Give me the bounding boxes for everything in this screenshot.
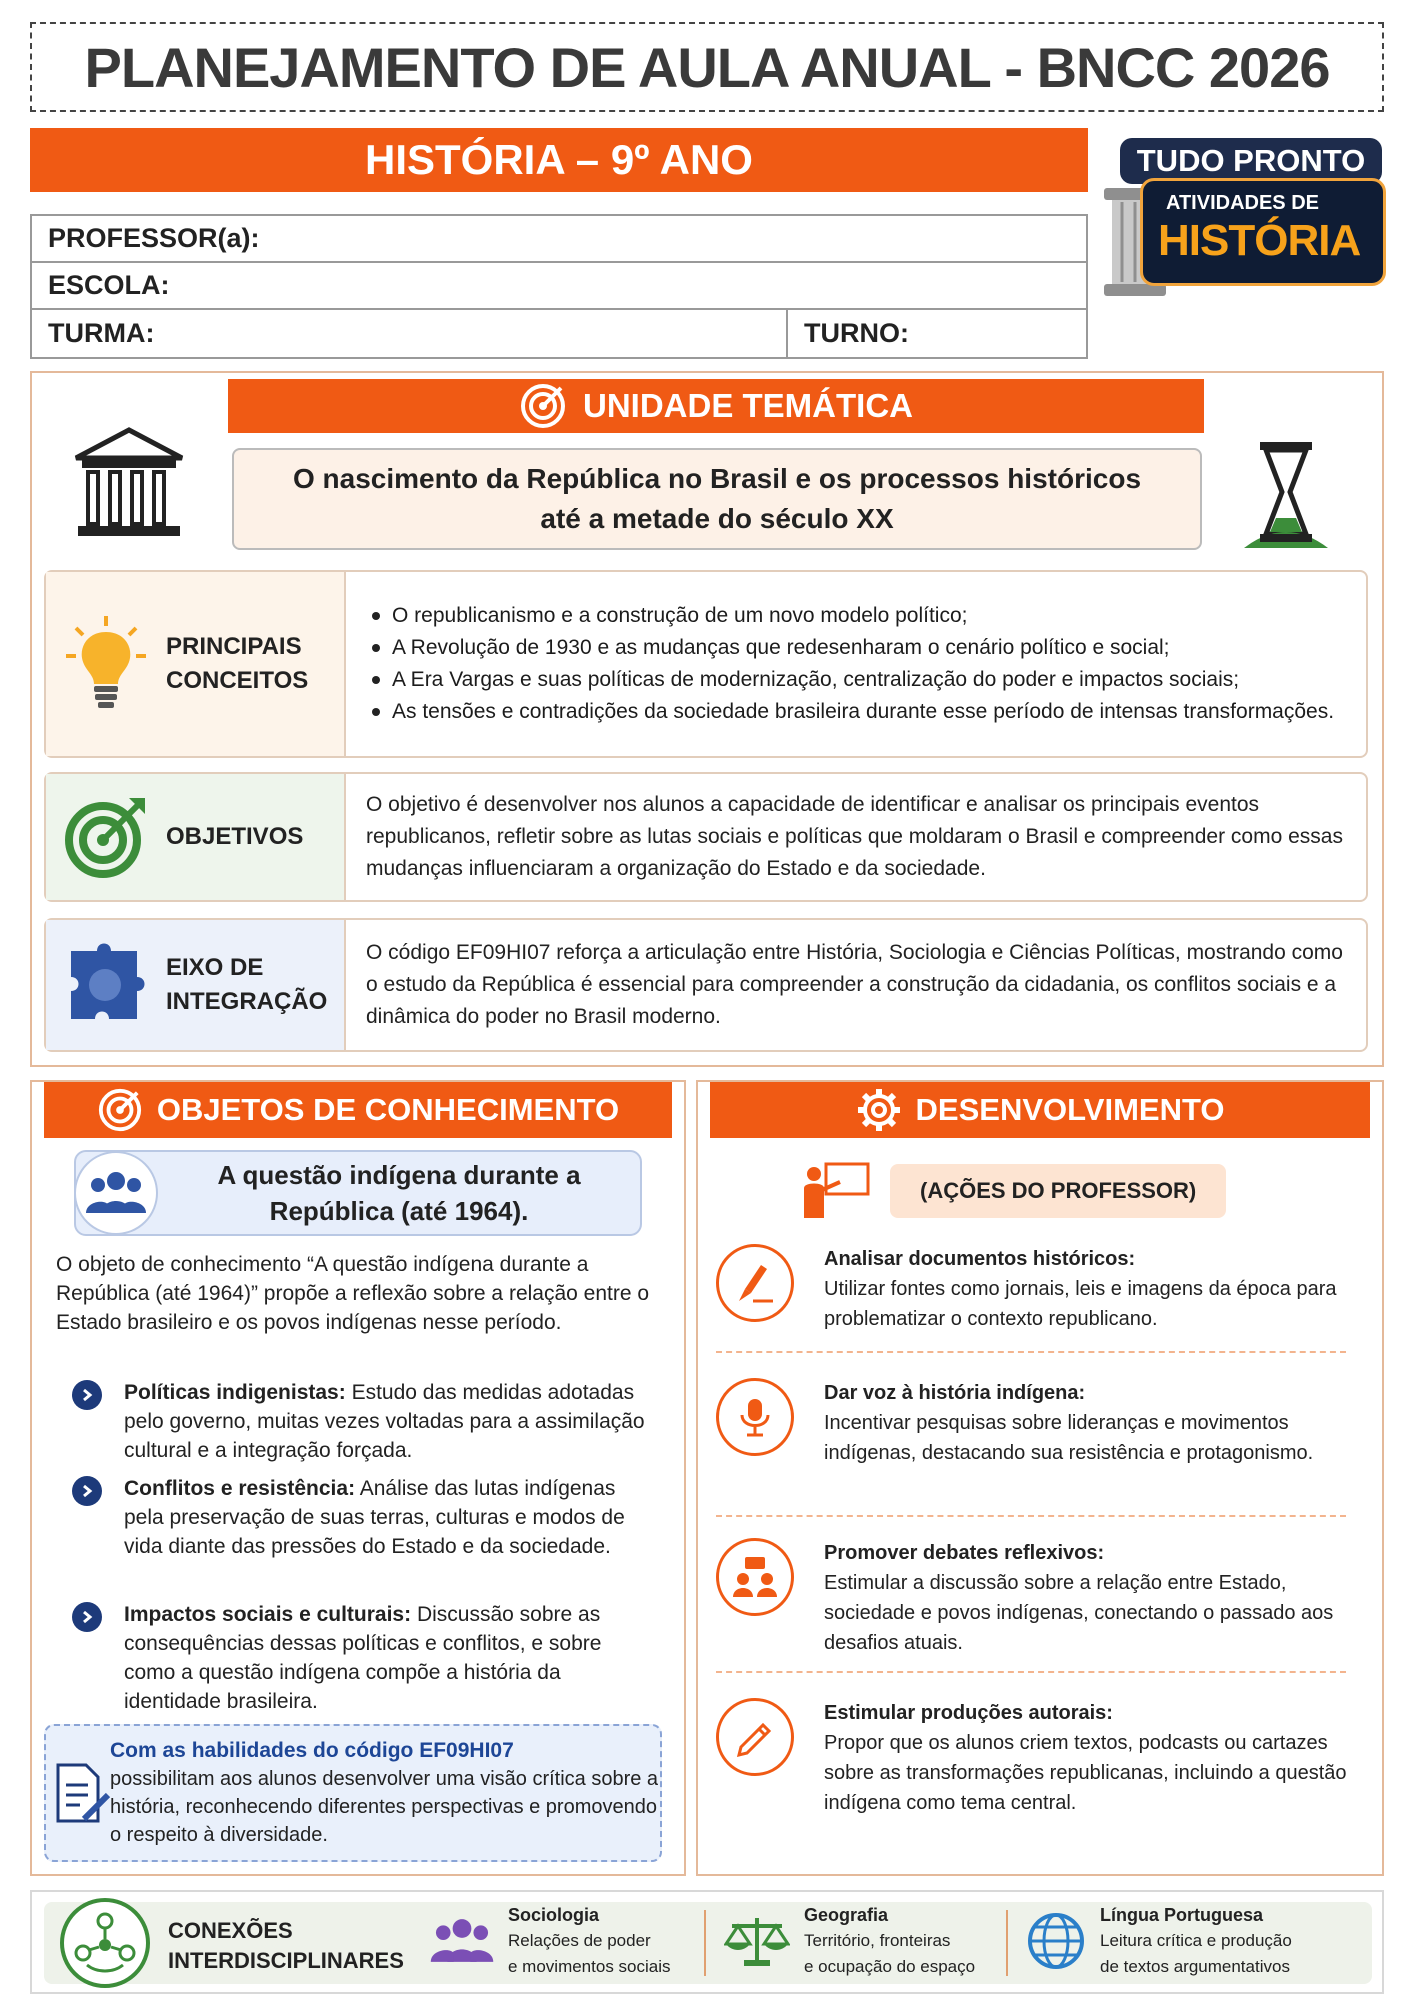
globe-icon [1026,1911,1086,1971]
chevron-right-icon [72,1380,102,1410]
logo-line2: ATIVIDADES DE [1166,192,1319,214]
quill-icon [716,1244,794,1322]
footer-item-geografia [724,1902,975,1980]
hourglass-icon [1238,436,1334,552]
people-icon [430,1916,494,1966]
conceitos-label-1: PRINCIPAIS [166,633,302,660]
unidade-text: O nascimento da República no Brasil e os processos históricos até a metade do século XX [292,463,1142,534]
list-item: A Revolução de 1930 e as mudanças que redesenharam o cenário político e social; [366,632,1334,664]
brand-logo [1100,132,1392,304]
habilidades-title: Com as habilidades do código EF09HI07 [110,1739,514,1762]
turno-label[interactable]: TURNO: [786,310,1086,357]
subject-title: HISTÓRIA – 9º ANO [365,136,753,183]
footer-item-title: Língua Portuguesa [1100,1905,1264,1925]
eixo-content [346,920,1366,1050]
bullet-text: Estudo das medidas adotadas pelo governo, muitas vezes voltadas para a assimilação cultural e a integração forçada. [124,1381,645,1462]
info-table [30,214,1088,359]
list-item [716,1538,1364,1658]
group-avatar [74,1151,158,1235]
divider [716,1351,1346,1353]
list-item [716,1244,1364,1334]
unidade-heading: UNIDADE TEMÁTICA [583,387,913,424]
objetos-heading-bar [44,1082,672,1138]
footer-item-title: Sociologia [508,1905,600,1925]
habilidades-box [44,1724,662,1862]
lightbulb-icon [64,614,148,714]
document-pen-icon [54,1761,110,1825]
eixo-label-1: EIXO DE [166,954,264,981]
conceitos-content [346,572,1366,756]
dev-item-title: Dar voz à história indígena: [824,1382,1086,1404]
escola-row[interactable] [32,263,1086,310]
dev-item-text: Utilizar fontes como jornais, leis e imagens da época para problematizar o contexto republicano. [824,1278,1337,1330]
conexoes-label-1: CONEXÕES [168,1918,293,1943]
network-icon [60,1898,150,1988]
chevron-right-icon [72,1476,102,1506]
habilidades-text: possibilitam aos alunos desenvolver uma visão crítica sobre a história, reconhecendo diferentes perspectivas e promovendo o respeito à diversidade. [110,1768,659,1846]
conexoes-label [168,1916,404,1976]
dev-item-title: Promover debates reflexivos: [824,1542,1105,1564]
desenvolvimento-heading: DESENVOLVIMENTO [915,1092,1225,1127]
target-icon [97,1087,143,1133]
conceitos-label-cell [46,572,346,756]
escola-label: ESCOLA: [48,270,170,300]
bullet-title: Políticas indigenistas: [124,1381,346,1404]
microphone-icon [716,1378,794,1456]
turma-turno-row [32,310,1086,357]
desenvolvimento-heading-bar [710,1082,1370,1138]
logo-line3: HISTÓRIA [1158,216,1361,265]
dev-item-text: Incentivar pesquisas sobre lideranças e movimentos indígenas, destacando sua resistência e protagonismo. [824,1412,1314,1464]
objetivos-label-cell [46,774,346,900]
scales-icon [724,1914,790,1968]
list-item [72,1600,656,1716]
objeto-question: A questão indígena durante a República (até 1964). [217,1160,581,1226]
objetos-heading: OBJETOS DE CONHECIMENTO [156,1092,620,1127]
eixo-text: O código EF09HI07 reforça a articulação entre História, Sociologia e Ciências Políticas, mostrando como o estudo da República é essencial para compreender a construção da cidadania, os conflitos sociais e a dinâmica do poder no Brasil moderno. [366,941,1343,1028]
divider [1006,1910,1008,1976]
list-item [716,1378,1364,1468]
gear-icon [856,1087,902,1133]
pencil-icon [716,1698,794,1776]
list-item: A Era Vargas e suas políticas de modernização, centralização do poder e impactos sociais; [366,664,1334,696]
people-icon [86,1169,146,1217]
logo-line1: TUDO PRONTO [1120,138,1382,184]
list-item [716,1698,1364,1818]
conceitos-label-2: CONCEITOS [166,667,309,694]
eixo-label-cell [46,920,346,1050]
footer-item-lingua-portuguesa [1026,1902,1292,1980]
objetivos-content [346,774,1366,900]
target-icon [519,382,567,430]
unidade-text-box [232,448,1202,550]
divider [716,1515,1346,1517]
footer-item-line: e ocupação do espaço [804,1957,976,1976]
page-title: PLANEJAMENTO DE AULA ANUAL - BNCC 2026 [84,35,1330,99]
dev-item-title: Analisar documentos históricos: [824,1248,1136,1270]
professor-label: PROFESSOR(a): [48,223,260,253]
list-item [72,1378,656,1465]
footer-item-title: Geografia [804,1905,889,1925]
target-icon [63,794,149,880]
footer-item-line: e movimentos sociais [508,1957,671,1976]
objetivos-text: O objetivo é desenvolver nos alunos a capacidade de identificar e analisar os principais eventos republicanos, refletir sobre as lutas sociais e políticas que moldaram o Brasil e compreender como essas mudanças influenciaram a organização do Estado e da sociedade. [366,793,1343,880]
footer-item-line: Relações de poder [508,1931,651,1950]
list-item: As tensões e contradições da sociedade brasileira durante esse período de intensas transformações. [366,696,1334,728]
divider [704,1910,706,1976]
puzzle-icon [61,935,151,1035]
objetivos-label: OBJETIVOS [166,823,304,850]
page-header [30,22,1384,112]
subject-banner [30,128,1088,192]
conexoes-label-2: INTERDISCIPLINARES [168,1948,404,1973]
list-item: O republicanismo e a construção de um novo modelo político; [366,600,1334,632]
unidade-heading-bar [228,379,1204,433]
divider [716,1671,1346,1673]
desenvolvimento-subheading: (AÇÕES DO PROFESSOR) [890,1164,1226,1218]
turma-label[interactable]: TURMA: [48,318,155,348]
dev-item-title: Estimular produções autorais: [824,1702,1113,1724]
conceitos-section [44,570,1368,758]
objeto-intro: O objeto de conhecimento “A questão indígena durante a República (até 1964)” propõe a reflexão sobre a relação entre o Estado brasileiro e os povos indígenas nesse período. [56,1253,650,1334]
dev-item-text: Propor que os alunos criem textos, podcasts ou cartazes sobre as transformações republicanas, incluindo a questão indígena como tema central. [824,1732,1347,1814]
desenvolvimento-subheading-row [800,1160,1280,1222]
chevron-right-icon [72,1602,102,1632]
objetivos-section [44,772,1368,902]
footer-item-line: de textos argumentativos [1100,1957,1290,1976]
bullet-title: Conflitos e resistência: [124,1477,356,1500]
objeto-question-box [74,1150,642,1236]
footer-item-line: Leitura crítica e produção [1100,1931,1292,1950]
list-item [72,1474,656,1561]
eixo-label-2: INTEGRAÇÃO [166,988,328,1015]
dev-item-text: Estimular a discussão sobre a relação entre Estado, sociedade e povos indígenas, conectando o passado aos desafios atuais. [824,1572,1334,1654]
professor-row[interactable] [32,216,1086,263]
bullet-text: Análise das lutas indígenas pela preservação de suas terras, culturas e modos de vida diante das pressões do Estado e da sociedade. [124,1477,625,1558]
debate-icon [716,1538,794,1616]
eixo-section [44,918,1368,1052]
bullet-title: Impactos sociais e culturais: [124,1603,412,1626]
temple-icon [70,424,188,542]
footer-item-sociologia [430,1902,671,1980]
bullet-text: Discussão sobre as consequências dessas políticas e conflitos, e sobre como a questão indígena compõe a história da identidade brasileira. [124,1603,602,1713]
footer-item-line: Território, fronteiras [804,1931,951,1950]
